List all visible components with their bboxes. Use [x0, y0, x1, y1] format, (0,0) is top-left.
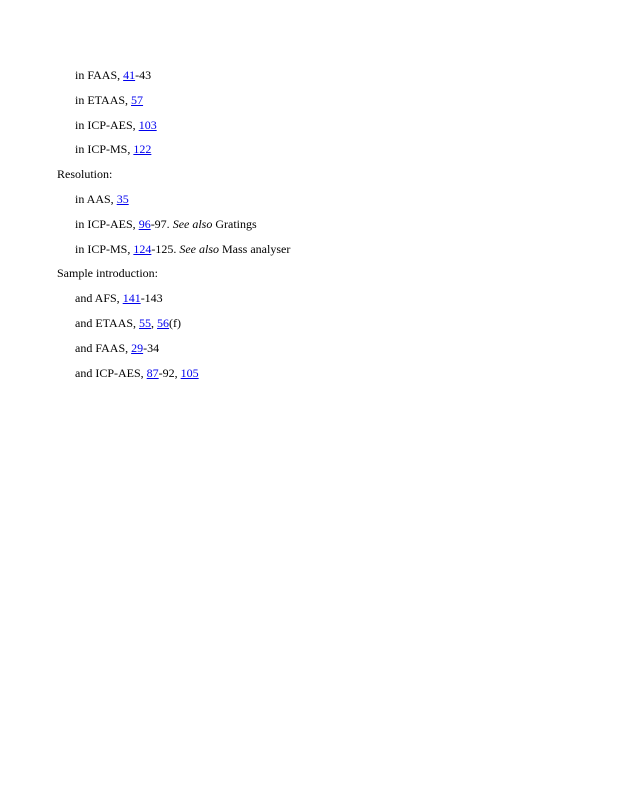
index-text: in ICP-MS,	[75, 142, 134, 157]
page-reference-link[interactable]: 41	[123, 68, 136, 82]
index-text: in FAAS,	[75, 68, 124, 82]
page-reference-link[interactable]: 103	[138, 117, 157, 132]
see-also-label: See also	[172, 216, 213, 231]
index-text: in ICP-MS,	[75, 241, 134, 256]
see-also-label: See also	[179, 241, 220, 256]
page-reference-link[interactable]: 57	[131, 92, 144, 107]
index-text: ,	[151, 316, 158, 330]
index-text: -43	[135, 68, 152, 82]
index-text: in ETAAS,	[75, 92, 132, 107]
index-text: Sample introduction:	[57, 266, 158, 281]
page-reference-link[interactable]: 124	[133, 241, 152, 256]
index-subentry	[75, 192, 129, 206]
index-text: Gratings	[212, 216, 257, 231]
index-subentry	[75, 366, 199, 380]
page-reference-link[interactable]: 122	[133, 142, 152, 157]
index-subentry	[75, 316, 181, 330]
index-subentry	[75, 291, 163, 305]
index-subentry	[75, 93, 143, 107]
index-text: and FAAS,	[75, 340, 132, 355]
index-text: -34	[143, 340, 160, 355]
index-text: Mass analyser	[219, 241, 291, 256]
page-reference-link[interactable]: 96	[138, 216, 151, 231]
index-text: and ICP-AES,	[75, 365, 147, 380]
index-text: in AAS,	[75, 192, 117, 206]
index-text: -97.	[150, 216, 173, 231]
index-subentry	[75, 217, 257, 231]
index-subentry	[75, 341, 159, 355]
index-heading	[57, 266, 158, 280]
index-text: (f)	[169, 316, 182, 330]
index-heading	[57, 167, 112, 181]
page-reference-link[interactable]: 105	[180, 365, 199, 380]
page-reference-link[interactable]: 35	[116, 192, 129, 206]
page-reference-link[interactable]: 56	[157, 316, 170, 330]
index-text: Resolution:	[57, 167, 113, 182]
index-text: and AFS,	[75, 291, 123, 306]
index-text: -125.	[151, 241, 180, 256]
page-reference-link[interactable]: 29	[131, 340, 144, 355]
index-text: in ICP-AES,	[75, 117, 139, 132]
index-text: and ETAAS,	[75, 316, 140, 330]
index-subentry	[75, 118, 157, 132]
index-text: in ICP-AES,	[75, 216, 139, 231]
index-subentry	[75, 142, 151, 156]
page-reference-link[interactable]: 141	[122, 291, 141, 306]
page-reference-link[interactable]: 87	[146, 365, 159, 380]
index-text: -143	[140, 291, 163, 306]
index-subentry	[75, 68, 151, 82]
index-subentry	[75, 242, 290, 256]
index-text: -92,	[158, 365, 181, 380]
page-reference-link[interactable]: 55	[139, 316, 152, 330]
